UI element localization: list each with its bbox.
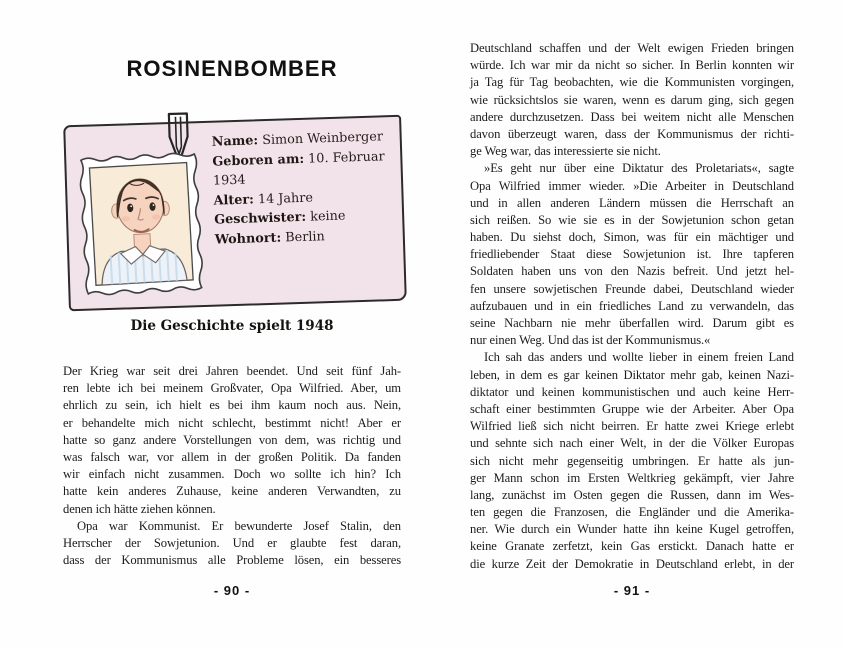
text-line-content: Ich sah das anders und wollte lieber in einem freien Land bbox=[484, 350, 794, 365]
text-line bbox=[470, 212, 794, 229]
card-fields bbox=[211, 127, 393, 250]
card-field-value: 10. Februar 1934 bbox=[212, 148, 385, 189]
card-field-label: Wohnort: bbox=[214, 230, 282, 248]
text-line bbox=[470, 538, 794, 555]
text-line bbox=[63, 483, 401, 500]
text-line bbox=[63, 432, 401, 449]
story-caption: Die Geschichte spielt 1948 bbox=[130, 318, 334, 334]
text-line bbox=[470, 178, 794, 195]
text-line-content: und in allen anderen Ländern müssen die Herrschaft an bbox=[470, 195, 794, 210]
text-line bbox=[470, 556, 794, 573]
card-field bbox=[212, 147, 391, 192]
text-line-content: Herrscher der Sowjetunion. Und er glaubte fest daran, bbox=[63, 535, 401, 550]
text-line-content: fen unsere sowjetischen Freunde dabei, Deutschland wieder bbox=[470, 281, 794, 296]
text-line bbox=[470, 521, 794, 538]
text-line-content: »Es geht nur über eine Diktatur des Proletariats«, sagte bbox=[484, 161, 794, 176]
chapter-title: ROSINENBOMBER bbox=[126, 56, 338, 81]
text-line-content: Deutschland schaffen und der Welt ewigen Frieden bringen bbox=[470, 41, 794, 55]
card-field-value: 14 Jahre bbox=[253, 190, 314, 207]
text-line bbox=[470, 229, 794, 246]
text-line bbox=[63, 535, 401, 552]
text-line-content: ger Mann schon im Ersten Weltkrieg gekämpft, vier Jahre bbox=[470, 470, 794, 485]
page-number-left: - 90 - bbox=[213, 583, 251, 598]
text-line bbox=[470, 435, 794, 452]
text-line bbox=[470, 92, 794, 109]
text-line-content: ja Tag für Tag beobachten, wie die Kommunisten vorgingen, bbox=[470, 75, 794, 90]
text-line bbox=[470, 367, 794, 384]
text-line-content: davon überzeugt waren, dass der Kommunismus der richti- bbox=[470, 126, 794, 141]
text-line-content: keine Granate zerfetzt, kein Gas erstickt. Danach hatte er bbox=[470, 539, 794, 554]
card-field-label: Name: bbox=[211, 133, 259, 150]
text-line bbox=[63, 466, 401, 483]
text-line-content: die kurze Zeit der Demokratie in Deutschland erlebt, in der bbox=[470, 556, 794, 571]
text-line-content: Opa war Kommunist. Er bewunderte Josef Stalin, den bbox=[77, 518, 401, 533]
card-field-value: Simon Weinberger bbox=[257, 129, 384, 149]
text-line-content: nur einen Weg. Und das ist der Kommunismus.« bbox=[470, 333, 711, 348]
character-card bbox=[63, 115, 407, 312]
text-line-content: wir einfach nicht zusammen. Doch wo sollte ich hin? Ich bbox=[63, 467, 401, 482]
card-field-value: keine bbox=[305, 208, 346, 225]
card-field-label: Geschwister: bbox=[213, 209, 307, 228]
text-line-content: sich nicht mehr gegenseitig umbringen. Er hatte als jun- bbox=[470, 453, 794, 468]
text-line-content: denen ich hätte ziehen können. bbox=[63, 501, 216, 516]
text-line-content: Der Krieg war seit drei Jahren beendet. Und seit fünf Jah- bbox=[63, 364, 401, 378]
text-line bbox=[63, 380, 401, 397]
text-line-content: haben. Du siehst doch, Simon, was für ein mächtiger und bbox=[470, 230, 794, 245]
text-line bbox=[63, 397, 401, 414]
text-line bbox=[470, 143, 794, 160]
text-line-content: ge Weg war, das interessierte sie nicht. bbox=[470, 144, 661, 159]
text-line bbox=[470, 281, 794, 298]
text-line bbox=[470, 349, 794, 366]
text-line bbox=[470, 40, 794, 57]
text-line bbox=[63, 501, 401, 518]
text-line bbox=[470, 418, 794, 435]
text-line bbox=[63, 518, 401, 535]
text-line-content: Soldaten haben uns von den Nazis befreit. Und jetzt hel- bbox=[470, 264, 794, 279]
text-line bbox=[470, 57, 794, 74]
text-line-content: ehrlich zu sein, ich hielt es bei ihm kaum noch aus. Nein, bbox=[63, 398, 401, 413]
text-line-content: und sehnte sich nach einer Welt, in der die Völker Europas bbox=[470, 436, 794, 451]
text-line-content: ten gegen die Franzosen, die Engländer und die Amerika- bbox=[470, 505, 794, 520]
text-line-content: dass der Kommunismus alle Probleme lösen, ein besseres bbox=[63, 553, 401, 568]
left-page-body bbox=[63, 363, 401, 569]
text-line-content: Wilfried ließ sich nicht beirren. Er hatte zwei Kriege erlebt bbox=[470, 419, 794, 434]
portrait-photo bbox=[74, 146, 208, 303]
card-field-label: Geboren am: bbox=[212, 151, 305, 170]
card-field-label: Alter: bbox=[213, 191, 255, 209]
text-line bbox=[470, 315, 794, 332]
page-number-right: - 91 - bbox=[613, 583, 651, 598]
text-line-content: hatte so ganz andere Vorstellungen von dem, was richtig und bbox=[63, 432, 401, 447]
text-line-content: würde. Ich war mir da nicht so sicher. In Berlin konnten wir bbox=[470, 58, 794, 73]
text-line bbox=[470, 470, 794, 487]
text-line bbox=[470, 74, 794, 91]
text-line-content: ren lebte ich bei meinem Großvater, Opa Wilfried. Aber, um bbox=[63, 381, 401, 396]
text-line bbox=[470, 504, 794, 521]
text-line bbox=[470, 109, 794, 126]
text-line bbox=[470, 487, 794, 504]
text-line bbox=[470, 401, 794, 418]
text-line-content: lang, zunächst im Osten gegen die Russen, dann im Wes- bbox=[470, 487, 794, 502]
text-line bbox=[470, 384, 794, 401]
text-line-content: andere durchzusetzen. Dass bei weitem nicht alle Menschen bbox=[470, 109, 794, 124]
text-line-content: hatte kein anderes Zuhause, keine anderen Verwandten, zu bbox=[63, 484, 401, 499]
text-line bbox=[470, 453, 794, 470]
text-line bbox=[63, 449, 401, 466]
text-line-content: Opa Wilfried immer wieder. »Die Arbeiter in Deutschland bbox=[470, 178, 794, 193]
text-line-content: diktator und keinen kommunistischen und auch keine Herr- bbox=[470, 384, 794, 399]
text-line-content: aufzubauen und in ein friedliches Land zu verwandeln, das bbox=[470, 298, 794, 313]
text-line-content: was falsch war, vor allem in der großen Politik. Da fanden bbox=[63, 449, 401, 464]
text-line bbox=[470, 332, 794, 349]
text-line bbox=[470, 126, 794, 143]
text-line bbox=[470, 263, 794, 280]
text-line-content: seine Nachbarn nie mehr überfallen wird. Darum gibt es bbox=[470, 316, 794, 330]
text-line-content: leben, in dem es gar keinen Diktator mehr gab, keinen Nazi- bbox=[470, 367, 794, 382]
text-line bbox=[63, 363, 401, 380]
text-line bbox=[470, 298, 794, 315]
right-page-body bbox=[470, 40, 794, 573]
text-line bbox=[470, 195, 794, 212]
text-line bbox=[470, 246, 794, 263]
text-line bbox=[63, 415, 401, 432]
card-field-value: Berlin bbox=[280, 228, 325, 246]
text-line bbox=[470, 160, 794, 177]
text-line-content: friedliebender Staat diese Sowjetunion ist. Ihre tapferen bbox=[470, 247, 794, 262]
text-line-content: er behandelte mich nicht schlecht, bestimmt nicht! Aber er bbox=[63, 415, 401, 430]
text-line-content: ner. Wie durch ein Wunder hatte ihn keine Kugel getroffen, bbox=[470, 522, 794, 537]
text-line bbox=[63, 552, 401, 569]
text-line-content: schaft einer bestimmten Gruppe wie der Arbeiter. Aber Opa bbox=[470, 401, 794, 416]
text-line-content: wie rücksichtslos sie waren, wenn es darum ging, sich gegen bbox=[470, 92, 794, 107]
text-line-content: sich reißen. So wie sie es in der Sowjetunion schon getan bbox=[470, 212, 794, 227]
